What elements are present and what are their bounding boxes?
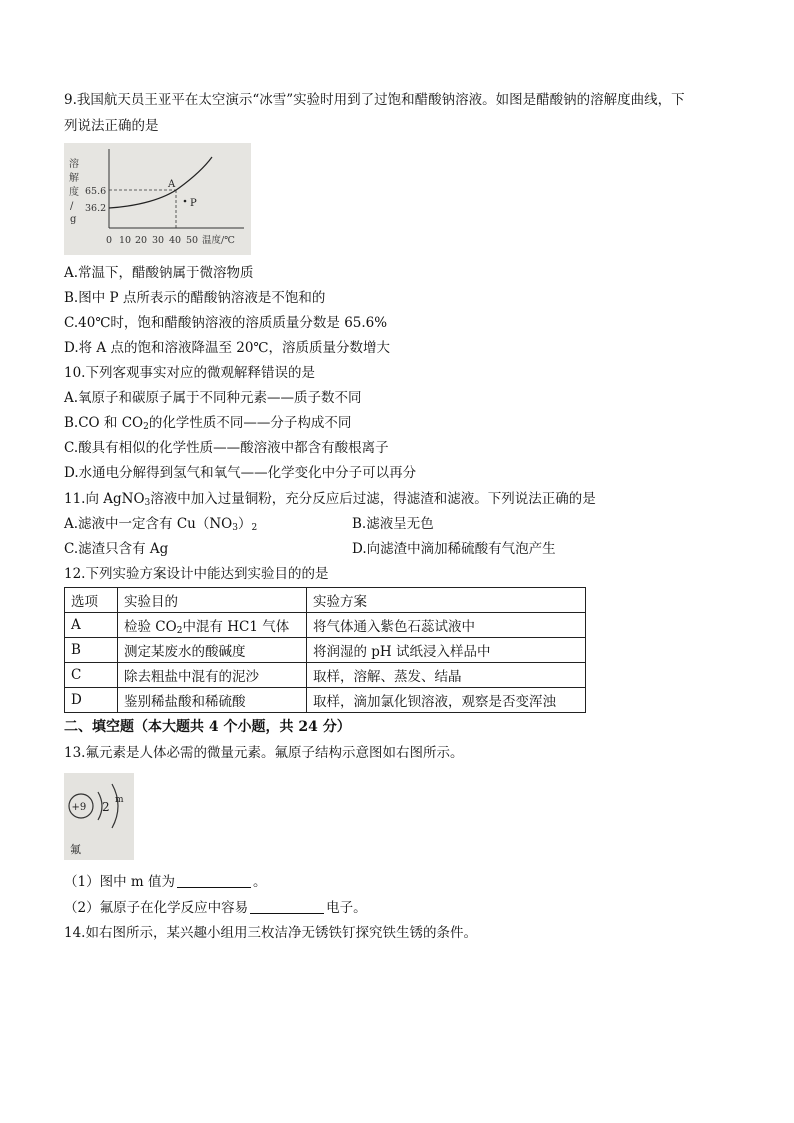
row-option: C xyxy=(65,663,118,688)
q12-stem: 12.下列实验方案设计中能达到实验目的的是 xyxy=(64,566,329,582)
q13-sub2-end: 电子。 xyxy=(326,900,367,916)
table-row xyxy=(65,663,586,688)
header-purpose: 实验目的 xyxy=(118,588,307,613)
table-row xyxy=(65,688,586,713)
x-tick-50: 50 xyxy=(186,235,199,246)
q10-option-b-sub: 2 xyxy=(143,422,149,432)
q13-sub2-text: （2）氟原子在化学反应中容易 xyxy=(64,900,249,916)
q11-stem-sub: 3 xyxy=(144,498,151,508)
point-p-label: P xyxy=(190,198,197,209)
q10-option-b-text: B.CO 和 CO xyxy=(64,415,144,431)
ylabel-char-3: 度 xyxy=(69,187,79,198)
x-axis-label: 温度/℃ xyxy=(202,235,235,246)
q11-option-a xyxy=(64,515,257,533)
ylabel-char-5: g xyxy=(70,214,77,225)
q11-option-a-mid: ） xyxy=(237,516,252,532)
q14-stem: 14.如右图所示，某兴趣小组用三枚洁净无锈铁钉探究铁生锈的条件。 xyxy=(64,925,477,941)
q11-option-b: B.滤液呈无色 xyxy=(352,516,434,532)
ylabel-char-1: 溶 xyxy=(69,159,79,170)
header-plan: 实验方案 xyxy=(307,588,586,613)
q13-sub2 xyxy=(64,899,367,917)
q10-stem: 10.下列客观事实对应的微观解释错误的是 xyxy=(64,365,315,381)
y-tick-36-2: 36.2 xyxy=(85,203,107,214)
section-title: 二、填空题（本大题共 4 个小题，共 24 分） xyxy=(64,719,351,735)
q12-table xyxy=(64,587,586,713)
q11-option-a-sub2: 2 xyxy=(251,523,258,533)
q10-option-b-rest: 的化学性质不同——分子构成不同 xyxy=(148,415,352,431)
q11-stem-a: 11.向 AgNO xyxy=(64,491,145,507)
q9-option-a: A.常温下，醋酸钠属于微溶物质 xyxy=(64,265,254,281)
answer-blank-electron[interactable] xyxy=(250,901,324,914)
q11-option-c: C.滤渣只含有 Ag xyxy=(64,541,169,557)
q11-stem-b: 溶液中加入过量铜粉，充分反应后过滤，得滤渣和滤液。下列说法正确的是 xyxy=(150,491,596,507)
purpose-text: 检验 CO xyxy=(124,619,177,635)
table-row xyxy=(65,638,586,663)
row-purpose: 鉴别稀盐酸和稀硫酸 xyxy=(118,688,307,713)
q11-option-a-sub1: 3 xyxy=(232,523,238,533)
y-tick-65-6: 65.6 xyxy=(85,186,107,197)
x-tick-0: 0 xyxy=(106,235,113,246)
q10-option-d: D.水通电分解得到氢气和氧气——化学变化中分子可以再分 xyxy=(64,465,417,481)
row-option: B xyxy=(65,638,118,663)
x-tick-40: 40 xyxy=(169,235,182,246)
fluorine-atom-diagram xyxy=(64,773,134,860)
q9-option-c: C.40℃时，饱和醋酸钠溶液的溶质质量分数是 65.6% xyxy=(64,315,388,331)
shell2-electrons: m xyxy=(115,795,124,805)
nucleus-charge: +9 xyxy=(71,802,87,813)
row-purpose: 测定某废水的酸碱度 xyxy=(118,638,307,663)
row-option: D xyxy=(65,688,118,713)
q11-option-a-text: A.滤液中一定含有 Cu（NO xyxy=(64,516,233,532)
row-plan: 取样，滴加氯化钡溶液，观察是否变浑浊 xyxy=(307,688,586,713)
q9-stem-line2: 列说法正确的是 xyxy=(64,118,159,134)
q13-sub1 xyxy=(64,873,266,891)
q13-sub1-end: 。 xyxy=(252,874,267,890)
q13-sub1-text: （1）图中 m 值为 xyxy=(64,874,175,890)
answer-blank-m[interactable] xyxy=(177,875,251,888)
q9-stem-line1: 9.我国航天员王亚平在太空演示“冰雪”实验时用到了过饱和醋酸钠溶液。如图是醋酸钠的溶解度曲线，下 xyxy=(64,92,685,108)
x-tick-10: 10 xyxy=(119,235,132,246)
shell1-electrons: 2 xyxy=(102,800,110,814)
q10-option-a: A.氧原子和碳原子属于不同种元素——质子数不同 xyxy=(64,390,362,406)
q10-option-c: C.酸具有相似的化学性质——酸溶液中都含有酸根离子 xyxy=(64,440,389,456)
q9-option-d: D.将 A 点的饱和溶液降温至 20℃，溶质质量分数增大 xyxy=(64,340,391,356)
row-plan: 将气体通入紫色石蕊试液中 xyxy=(307,613,586,638)
ylabel-char-4: / xyxy=(70,201,74,212)
x-tick-20: 20 xyxy=(135,235,148,246)
table-header-row xyxy=(65,588,586,613)
row-purpose xyxy=(118,613,307,638)
solubility-curve-figure xyxy=(64,143,251,255)
row-plan: 将润湿的 pH 试纸浸入样品中 xyxy=(307,638,586,663)
row-option: A xyxy=(65,613,118,638)
q9-option-b: B.图中 P 点所表示的醋酸钠溶液是不饱和的 xyxy=(64,290,326,306)
purpose-sub: 2 xyxy=(176,626,183,636)
q13-stem: 13.氟元素是人体必需的微量元素。氟原子结构示意图如右图所示。 xyxy=(64,745,464,761)
q10-option-b xyxy=(64,414,351,432)
q11-stem xyxy=(64,490,596,508)
purpose-rest: 中混有 HC1 气体 xyxy=(182,619,290,635)
header-option: 选项 xyxy=(65,588,118,613)
row-purpose: 除去粗盐中混有的泥沙 xyxy=(118,663,307,688)
element-name: 氟 xyxy=(70,843,81,856)
row-plan: 取样，溶解、蒸发、结晶 xyxy=(307,663,586,688)
table-row xyxy=(65,613,586,638)
ylabel-char-2: 解 xyxy=(69,173,79,184)
point-a-label: A xyxy=(168,179,176,190)
q11-option-d: D.向滤渣中滴加稀硫酸有气泡产生 xyxy=(352,541,556,557)
x-tick-30: 30 xyxy=(152,235,165,246)
